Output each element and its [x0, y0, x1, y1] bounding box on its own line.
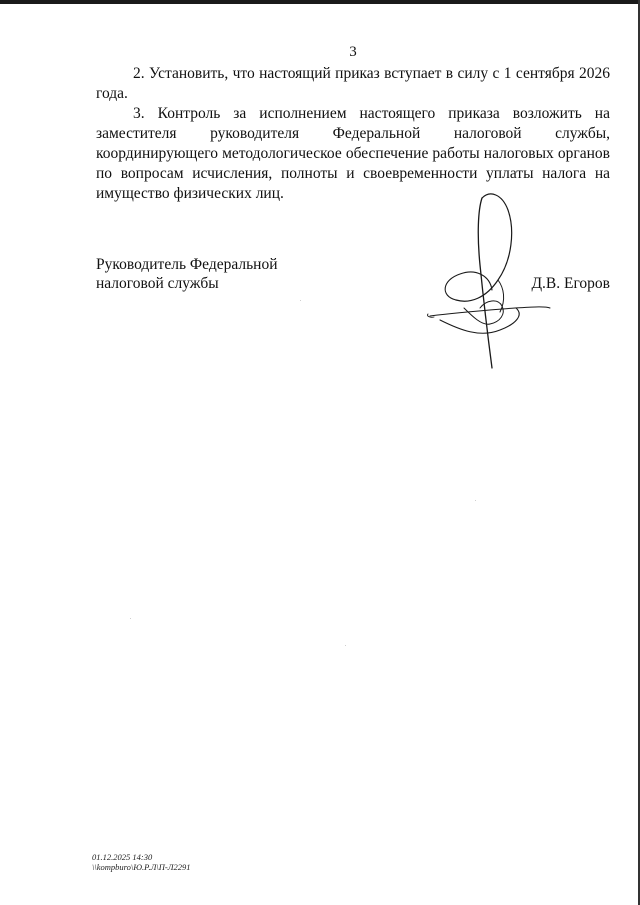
scan-speck [130, 618, 131, 619]
scan-speck [300, 300, 301, 301]
signer-title [96, 255, 278, 293]
scan-speck [475, 500, 476, 501]
paragraph-3: 3. Контроль за исполнением настоящего приказа возложить на заместителя руководителя Федеральной налоговой службы, координирующего методологическое обеспечение работы налоговых органов по вопросам исчисления, полноты и своевременности уплаты налога на имущество физических лиц. [96, 105, 610, 202]
page-number: 3 [349, 44, 357, 60]
paragraph-2: 2. Установить, что настоящий приказ вступает в силу с 1 сентября 2026 года. [96, 65, 610, 102]
footer-date: 01.12.2025 14:30 [92, 852, 153, 862]
scan-border-top [0, 0, 640, 4]
signer-title-line-2: налоговой службы [96, 275, 219, 292]
scan-speck [345, 645, 346, 646]
signer-name: Д.В. Егоров [531, 275, 610, 292]
signer-title-line-1: Руководитель Федеральной [96, 256, 278, 273]
footer-code: \\kompburo\Ю.Р.Л\П-Л2291 [92, 862, 191, 872]
document-footer [92, 852, 190, 872]
